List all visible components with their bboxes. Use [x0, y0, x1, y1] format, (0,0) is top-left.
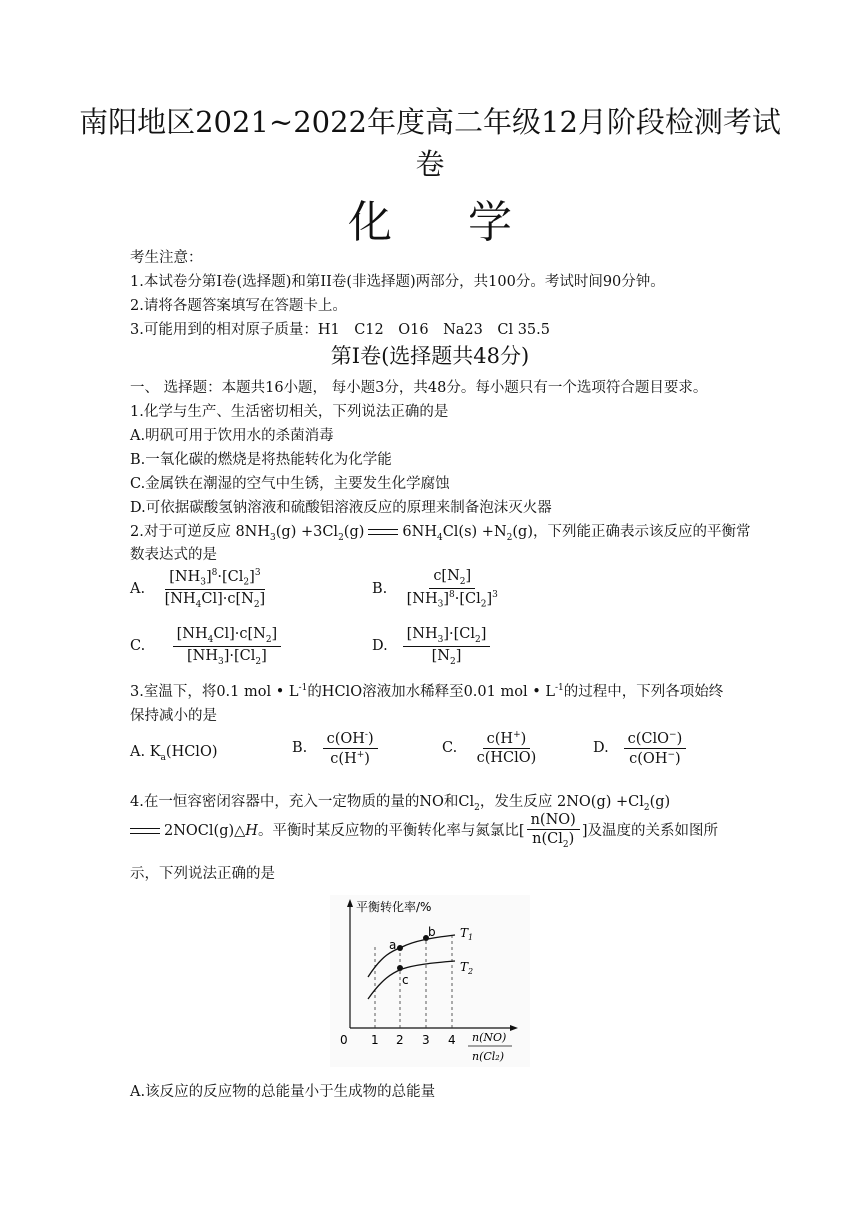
- question-2-option-c: C. $\frac{[NH_4Cl]\cdot c[N_2]}{[NH_3]\cdot[Cl_2]}$: [130, 626, 283, 667]
- x-tick-label: 0: [340, 1033, 348, 1047]
- formula-fraction: $\frac{c(ClO^-)}{c(OH^-)}$: [624, 730, 687, 767]
- question-4-stem: 4.在一恒容密闭容器中，充入一定物质的量的NO和$Cl_2$，发生反应 $2NO(g) +Cl_2(g)$: [130, 794, 671, 813]
- subject-title: [0, 186, 860, 250]
- formula-fraction: $\frac{c(OH^-)}{c(H^+)}$: [323, 730, 378, 767]
- notice-heading: 考生注意：: [130, 250, 203, 266]
- point-c: [397, 965, 403, 971]
- formula-fraction: $\frac{[NH_4Cl]\cdot c[N_2]}{[NH_3]\cdot[Cl_2]}$: [173, 626, 282, 667]
- question-2-option-a: A. $\frac{[NH_3]^8\cdot[Cl_2]^3}{[NH_4Cl]\cdot c[N_2]}$: [130, 568, 271, 610]
- question-4-option-a: A.该反应的反应物的总能量小于生成物的总能量: [130, 1084, 436, 1100]
- question-3-option-a: A. $K_a(HClO)$: [130, 744, 218, 763]
- formula-fraction: $\frac{c(H^+)}{\text{c(HClO)}}$: [476, 730, 537, 766]
- question-3-stem: 3.室温下，将0.1 mol • $L^{-1}$的HClO溶液加水稀释至0.01 mol • $L^{-1}$的过程中，下列各项始终: [130, 683, 724, 700]
- question-1-option-b: B.一氧化碳的燃烧是将热能转化为化学能: [130, 452, 392, 468]
- question-2-option-b: B. $\frac{c[N_2]}{[NH_3]^8\cdot[Cl_2]^3}$: [372, 568, 504, 610]
- formula-fraction: $\frac{c[N_2]}{[NH_3]^8\cdot[Cl_2]^3}$: [406, 568, 498, 610]
- x-tick-label: 3: [422, 1033, 430, 1047]
- question-2-stem: 2.对于可逆反应 $8NH_3(g) +3Cl_2(g)$ $6NH_4Cl(s) +N_2(g)$，下列能正确表示该反应的平衡常: [130, 524, 751, 543]
- formula-fraction: $\frac{[NH_3]\cdot[Cl_2]}{[N_2]}$: [403, 626, 491, 667]
- question-2-option-d: D. $\frac{[NH_3]\cdot[Cl_2]}{[N_2]}$: [372, 626, 492, 667]
- equilibrium-arrow-icon: [130, 827, 160, 835]
- question-3-option-c: C. $\frac{c(H^+)}{\text{c(HClO)}}$: [442, 730, 542, 766]
- question-1-option-c: C.金属铁在潮湿的空气中生锈，主要发生化学腐蚀: [130, 476, 450, 492]
- equilibrium-arrow-icon: [368, 528, 398, 536]
- label-a: a: [389, 938, 397, 952]
- notice-item-2: 2.请将各题答案填写在答题卡上。: [130, 298, 347, 314]
- notice-item-3: 3.可能用到的相对原子质量：H1 C12 O16 Na23 Cl 35.5: [130, 322, 550, 338]
- x-tick-label: 4: [448, 1033, 456, 1047]
- exam-title: 南阳地区2021~2022年度高二年级12月阶段检测考试: [79, 105, 781, 139]
- label-t2: $T_2$: [460, 960, 474, 976]
- x-tick-label: 2: [396, 1033, 404, 1047]
- subject-char-1: 化: [348, 197, 392, 248]
- x-axis-label-denominator: n(Cl₂): [472, 1050, 505, 1063]
- question-1-option-a: A.明矾可用于饮用水的杀菌消毒: [130, 428, 334, 444]
- section-title: 第I卷(选择题共48分): [330, 344, 530, 368]
- formula-fraction: $\frac{[NH_3]^8\cdot[Cl_2]^3}{[NH_4Cl]\cdot c[N_2]}$: [164, 568, 266, 610]
- question-4-stem-line3: 示，下列说法正确的是: [130, 866, 275, 882]
- question-3-stem-line2: 保持减小的是: [130, 708, 217, 724]
- exam-title-line2: 卷: [415, 147, 445, 181]
- x-tick-label: 1: [371, 1033, 379, 1047]
- y-axis-label: 平衡转化率/%: [356, 900, 432, 914]
- question-3-option-d: D. $\frac{c(ClO^-)}{c(OH^-)}$: [593, 730, 688, 767]
- label-t1: $T_1$: [460, 926, 474, 942]
- label-c: c: [402, 973, 409, 987]
- question-1-stem: 1.化学与生产、生活密切相关，下列说法正确的是: [130, 404, 449, 420]
- section-instructions: 一、 选择题：本题共16小题， 每小题3分，共48分。每小题只有一个选项符合题目要求。: [130, 380, 708, 396]
- ratio-fraction: $\frac{n(NO)}{n(Cl_2)}$: [527, 812, 580, 850]
- equilibrium-conversion-figure: [330, 895, 530, 1067]
- label-b: b: [428, 925, 436, 939]
- subject-char-2: 学: [468, 197, 512, 248]
- question-2-stem-line2: 数表达式的是: [130, 547, 217, 563]
- notice-item-1: 1.本试卷分第I卷(选择题)和第II卷(非选择题)两部分，共100分。考试时间90分钟。: [130, 274, 665, 290]
- question-3-option-b: B. $\frac{c(OH^-)}{c(H^+)}$: [292, 730, 380, 767]
- question-1-option-d: D.可依据碳酸氢钠溶液和硫酸铝溶液反应的原理来制备泡沫灭火器: [130, 500, 552, 516]
- point-a: [397, 945, 403, 951]
- x-axis-label-numerator: n(NO): [472, 1031, 507, 1044]
- question-4-stem-line2: 2NOCl(g)△H。平衡时某反应物的平衡转化率与氮氯比[ $\frac{n(NO)}{n(Cl_2)}$ ]及温度的关系如图所: [130, 812, 718, 850]
